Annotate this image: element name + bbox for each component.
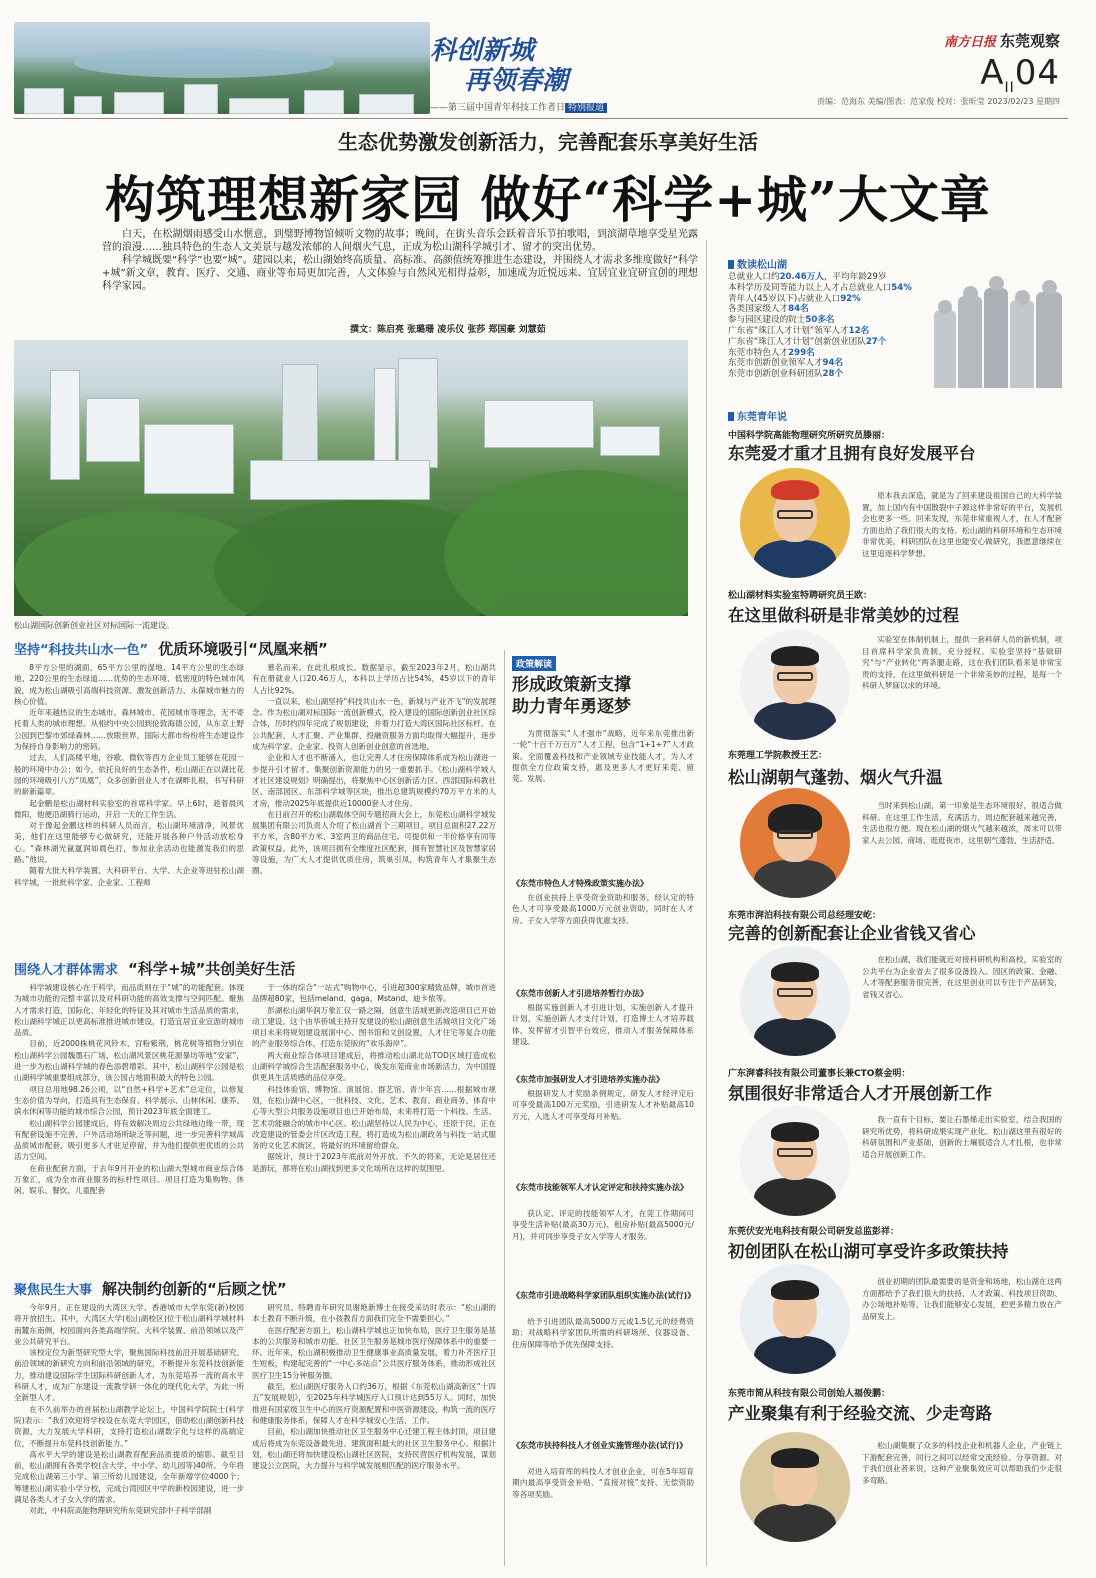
- editor-credits: 责编：范海东 美编/图表：范家俊 校对：张昕莹 2023/02/23 星期四: [817, 97, 1060, 106]
- section-brand: 东莞观察: [999, 32, 1060, 50]
- speaker-bio: 我一直有个目标，要让石墨烯走出实验室，结合我国的研究所优势，将科研成果实现产业化。松山湖这里有很好的科研氛围和产业基础，创新的土壤很适合人才扎根，也非常适合开展创新工作。: [862, 1115, 1062, 1159]
- speaker-bio: 原本我去深造，就是为了回来建设祖国自己的大科学装置，加上国内有中国散裂中子源这样非常好的平台，发展机会也更多一些。回来发现，东莞非常重视人才，在人才配套方面也给了我们很大的支持。松山湖的科研环境和生态环境非常优美，科研团队在这里也能安心做研究，我愿意继续在这里追逐科学梦想。: [862, 491, 1062, 558]
- lead-paragraph: 白天，在松湖烟雨感受山水惬意，到璧野博物馆倾听文物的故事；晚间，在街头音乐会跃着音乐节拍歌唱，到滨湖草地享受星光露营的浪漫……独具特色的生态人文美景与越发浓郁的人间烟火气息，正成为松山湖科学城引才、留才的突出优势。 科学城既要“科学”也要“城”。建园以来，松山湖始终高质量、高标准、高颜值统筹推进生态建设，并围绕人才需求多维度做好“科学+城”新文章，教育、医疗、交通、商业等布局更加完善，人文体验与自然风光相得益彰，加速成为近悦远来、宜居宜业宜研宜创的理想科学家园。: [102, 229, 698, 292]
- stat-row: 东莞市创新创业科研团队28个: [728, 369, 844, 380]
- avatar: [740, 1432, 850, 1542]
- stat-row: 青年人(45岁以下)占就业人口92%: [728, 293, 861, 304]
- banner-title-line1: 科创新城: [430, 36, 535, 66]
- policy-item-text: 根据实施创新人才引进计划，实施创新人才提升计划，实施创新人才支付计划，打造博士人才培养载体，发挥留才引智平台效应，推动人才服务保障体系建设。: [512, 1003, 694, 1046]
- speaker-name: 东莞市简从科技有限公司创始人福俊鹏：: [728, 1389, 891, 1399]
- avatar: [740, 946, 850, 1056]
- stat-row: 东莞市创新创业领军人才94名: [728, 358, 844, 369]
- stats-list: [728, 272, 912, 380]
- masthead: [944, 30, 1060, 96]
- avatar: [740, 630, 850, 740]
- photo-caption: 松山湖国际创新创业社区对标国际一流建设。: [14, 621, 174, 630]
- speaker-name: 东莞理工学院教授王艺：: [728, 751, 828, 761]
- youth-label: 东莞青年说: [728, 408, 787, 423]
- section2-col2: 于一体的综合“一站式”购物中心，引进超300家精致品牌，城市首进品牌超80家，包括meland、gaga、Mstand、迪卡侬等。 彭湖松山湖华润万象汇仅一路之隔，创意生活城更新改造项目已开始动工建设。这个由华侨城主持开发建设的松山湖创意生活城项目文化广场项目未来将规划建设展演中心、图书馆和文创设置，人才住宅等复合功能的产业服务综合体，打造东莞版的“欢乐海岸”。 两大商业综合体项目建成后，将推动松山湖北站TOD区域打造成松山湖科学城综合生活配套服务中心，焕发东莞商业市场新活力，为中国提供更具生活质感的品位享受。 科技体验馆、博物馆、演展馆、群艺馆、青少年宫……根据城市规划，在松山湖中心区，一批科技、文化、艺术、教育、商业商务、体育中心等大型公共服务设施项目也已开始布局，未来将打造一个科技、生活、艺术功能融合的城市中心区。松山湖坚持以人民为中心，还原于民，正在改造建设的管委会片区改造工程，将打造成为松山湖政务与科技一站式服务的文化艺术街区，将最好的环境留给群众。 据统计，预计于2023年底前对外开放。不久的将来，无论是居住还是游玩，都将在松山湖找到更多文化场所在这样的氛围里。: [252, 983, 496, 1173]
- policy-title: 形成政策新支撑 助力青年勇逐梦: [512, 675, 631, 717]
- column-divider: [706, 240, 707, 1566]
- speaker-bio: 创业初期的团队最需要的是资金和场地，松山湖在这两方面都给予了我们很大的扶持，人才政策、科技项目资助、办公场地补贴等，让我们能够安心发展，把更多精力放在产品研发上。: [862, 1277, 1062, 1321]
- stat-row: 东莞市特色人才299名: [728, 347, 815, 358]
- speaker-quote: 产业聚集有利于经验交流、少走弯路: [728, 1404, 992, 1423]
- section3-col1: 今年9月，正在建设的大湾区大学、香港城市大学东莞(新)校园将开放招生。其中，大湾区大学(松山湖校区)位于松山湖科学城材料南麓东南侧，校园面向各类高端学院、大科学装置、前沿领域以及产业公共研究平台。 该校定位为新型研究型大学，聚焦国际科技前沿开展基础研究、前沿领域的新研究方向和前沿领域的研究，不断提升东莞科技创新能力，推动建设国际学生国际科研创新人才，为东莞培养一流的高水平科研人才，成为广东建设一流教学研一体化的现代化大学，为此一所全新型人才。 在不久前举办的首届松山湖教学论坛上，中国科学院院士(科学院)表示：“我们欢迎将学校设在东莞大学园区，借助松山湖创新科技资源，大力发展大学科研，支持打造松山湖数字化与这样的高端定位，不断提升东莞科技创新能力。” 高水平大学的建设是松山湖教育配套品质提质的缩影。截至目前，松山湖拥有各类学校(含大学、中小学、幼儿园等)40所。今年将完成松山湖第三小学、第三所幼儿园建设，全年新增学位4000个；筹建松山湖实验小学分校，完成台湾园区中学的新校园建设，进一步满足各类人才子女入学的需求。 对此，中科院高能物理研究所东莞研究部中子科学部副: [14, 1303, 244, 1516]
- banner-tag: ——第三届中国青年科技工作者日 特别报道: [430, 100, 607, 113]
- speaker-quote: 松山湖朝气蓬勃、烟火气升温: [728, 768, 943, 787]
- speaker-quote: 东莞爱才重才且拥有良好发展平台: [728, 444, 976, 463]
- avatar: [740, 1264, 850, 1374]
- avatar: [740, 1106, 850, 1216]
- section-heading-1: 坚持“科技共山水一色” 优质环境吸引“凤凰来栖”: [14, 640, 328, 658]
- page-number: $A_{II}04$: [980, 53, 1060, 96]
- policy-item-title: 《东莞市特色人才特殊政策实施办法》: [512, 879, 648, 888]
- section1-col1: 8平方公里的湖面、65平方公里的湿地、14平方公里的生态绿地、220公里的生态绿道……优势的生态环境、低密度的特色城市风貌，成为松山湖吸引高端科技资源、激发创新活力、永葆城市魅力的核心价值。 近年来越热议的生态城市、森林城市、花园城市等理念，无不寄托着人类的城市理想。从相约中央公园到伦敦海德公园，从东京上野公园到巴黎市郊绿森林……放眼世界，国际大都市纷纷将生态建设作为保持自身影响力的密码。 过去，人们高楼平地，谷歌、微软等西方企业员工能够在花园一般的环境中办公；如今，依托良好的生态条件，松山湖正在以湖比花园的环境吸引八方“凤凰”，众多创新创业人才在湖畔扎根，书写科研的崭新篇章。 起金鹏是松山湖材料实验室的首席科学家。早上6时，趁着晨风微阳，他便沿湖骑行运动，开启一天的工作生活。 对于像起金鹏这样的科研人员而言，松山湖环境清净，风景优美，他们在这里能够专心做研究，还能开展各种户外活动放松身心。“森林湖光氤氲润如晨色打，参加业余活动也能激发我们的思路。”他说。 随着大批大科学装置、大科研平台、大学、大企业等进驻松山湖科学城，一批批科学家、企业家、工程师: [14, 663, 244, 887]
- stat-row: 各类国家级人才84名: [728, 304, 809, 315]
- speaker-bio: 实验室在体制机制上，提供一套科研人员的新机制，项目首席科学家负责制，充分授权。实验室坚持“基础研究”与“产业转化”两条腿走路，这在我们团队看来是非常宝贵的支持，在这里做科研是一个非常美妙的过程，是每一个科研人梦寐以求的环境。: [862, 635, 1062, 690]
- policy-item-title: 《东莞市引进战略科学家团队组织实施办法(试行)》: [512, 1291, 696, 1300]
- policy-item-title: 《东莞市创新人才引进培养暂行办法》: [512, 989, 648, 998]
- stat-row: 参与园区建设的院士50多名: [728, 315, 835, 326]
- policy-label: 政策解读: [512, 656, 556, 671]
- stat-row: 广东省“珠江人才计划”领军人才12名: [728, 325, 870, 336]
- policy-item-title: 《东莞市扶持科技人才创业实施管理办法(试行)》: [512, 1441, 688, 1450]
- speaker-quote: 在这里做科研是非常美妙的过程: [728, 606, 959, 625]
- policy-item-text: 根据研发人才奖励条例规定，研发人才经评定后可享受最高100万元奖励，引进研发人才补贴最高10万元，入选人才可享受每月补贴。: [512, 1089, 694, 1121]
- speaker-name: 东莞市湃泊科技有限公司总经理安屹：: [728, 911, 882, 921]
- policy-item-text: 获认定、评定的技能领军人才，在莞工作期间可享受生活补贴(最高30万元)、租房补贴(最高5000元/月)，并可同步享受子女入学等人才服务。: [512, 1209, 694, 1241]
- avatar: [740, 468, 850, 578]
- policy-intro: 为贯彻落实“人才强市”战略，近年来东莞推出新一轮“十百千万百万”人才工程，包含“1+1+7”人才政策。全面覆盖科技和产业领域专业技能人才，为人才提供全方位政策支持，惠及更多人才更好来莞、留莞、发展。: [512, 729, 694, 784]
- section-heading-3: 聚焦民生大事 解决制约创新的“后顾之忧”: [14, 1280, 287, 1298]
- stats-label: 数读松山湖: [728, 256, 787, 271]
- speaker-bio: 松山湖集聚了众多的科技企业和机器人企业，产业链上下游配套完善，同行之间可以经常交流经验、分享资源。对于我们创业者来说，这种产业聚集效应可以帮助我们少走很多弯路。: [862, 1441, 1062, 1485]
- policy-item-title: 《东莞市加强研发人才引进培养实施办法》: [512, 1075, 664, 1084]
- speaker-quote: 初创团队在松山湖可享受许多政策扶持: [728, 1242, 1009, 1261]
- policy-item-text: 在创业扶持上享受资金资助和服务，经认定的特色人才可享受最高1000万元创业资助，同时在人才房、子女入学等方面获得优惠支持。: [512, 893, 694, 925]
- policy-item-text: 给予引进团队最高5000万元或1.5亿元的经费资助；对战略科学家团队所需的科研场所、仪器设备、住房保障等给予优先保障支持。: [512, 1317, 694, 1349]
- section1-col2: 慕名而来。在此扎根成长。数据显示，截至2023年2月，松山湖共有在册就业人口20.46万人，本科以上学历占比54%，45岁以下的青年人占比92%。 一直以来，松山湖坚持“科技共山水一色，新城与产业齐飞”的发展理念。作为松山湖对标国际一流创新模式，投入建设的国际创新创业社区综合体，历时约四年完成了规划建设，并着力打造大湾区国际社区标杆。在公共配套、人才汇聚、产业集群、投融资服务方面均取得大幅提升，逐步成为科学家、企业家、投资人创新创业创意的首选地。 企业和人才也不断涌入，也让完善人才住房保障体系成为松山湖进一步提升引才留才、集聚创新资源能力的另一重要抓手。《松山湖科学城人才社区建设规划》明确提出，将聚焦中心区创新活力区、西部国际科教社区、南部园区、东部科学城等区块，推出总建筑规模约70万平方米的人才房，推动2025年底提供近10000套人才住房。 在日前召开的松山湖载体空间专题招商大会上，东莞松山湖科学城发展集团有限公司负责人介绍了松山湖首个三期项目，项目总面积27.22万平方米，含80平方米、3室两卫的商品住宅。可提供和一半价格享有同等政策权益。此外，该项目拥有全维度社区配套，拥有智慧社区及智慧家居等设施，为广大人才提供优质住房，筑巢引凤，构筑青年人才集聚生态圈。: [252, 663, 496, 876]
- speaker-quote: 氛围很好非常适合人才开展创新工作: [728, 1084, 992, 1103]
- column-divider: [504, 650, 505, 1566]
- banner-title-line2: 再领春潮: [464, 66, 569, 96]
- speaker-bio: 在松山湖，我们能就近对接科研机构和高校，实验室的公共平台为企业省去了很多设备投入。园区的政策、金融、人才等配套服务很完善，在这里创业可以专注于产品研发，省钱又省心。: [862, 955, 1062, 999]
- speaker-name: 广东湃睿科技有限公司董事长兼CTO蔡金明：: [728, 1069, 911, 1079]
- byline: 撰文：陈启亮 张璐珊 凌乐仪 张莎 郑国豪 刘慧茹: [350, 325, 546, 335]
- avatar: [740, 788, 850, 898]
- main-photo: [14, 340, 688, 616]
- speaker-name: 东莞伏安光电科技有限公司研发总监彭祥：: [728, 1227, 900, 1237]
- speaker-bio: 当时来到松山湖，第一印象是生态环境很好，很适合做科研。在这里工作生活，充满活力，周边配套越来越完善，生活也很方便。现在松山湖的烟火气越来越浓，周末可以带家人去公园、商场、逛逛夜市，这里朝气蓬勃、生活舒适。: [862, 801, 1062, 845]
- stat-row: 广东省“珠江人才计划”创新创业团队27个: [728, 336, 887, 347]
- header-rule: [14, 118, 1068, 119]
- speaker-quote: 完善的创新配套让企业省钱又省心: [728, 924, 976, 943]
- policy-item-text: 对进入培育库的科技人才创业企业，可在5年培育期内最高享受资金补贴、“直接对接”支持、无偿资助等各项奖励。: [512, 1467, 694, 1499]
- stat-row: 总就业人口约20.46万人，平均年龄29岁: [728, 272, 887, 282]
- speaker-name: 松山湖材料实验室特聘研究员王欧：: [728, 591, 873, 601]
- newspaper-logo: 南方日报: [943, 35, 996, 50]
- section2-col1: 科学城建设核心在于科学，而品质则在于“城”的功能配套。体现为城市功能的完整丰富以及对科研功能的高效支撑与空间匹配。聚焦人才需求打造，国际化、年轻化的特征及其对城市生活品质的需求，松山湖科学城正以更高标准推进城市建设，打造宜居宜业宜游的城市品质。 目前，近2000株桃花风铃木、宫粉紫荆，桃花树等植物分别在松山湖科学公园魏墨石广场、松山湖风景区桃花源暴坊等地“安家”，进一步为松山湖科学城的春色添碧增彩。其中，松山湖科学公园是松山湖科学城重要组成部分，该公园占地面积最大的特色公园。 项目总用地98.26公顷，以“自然+科学+艺术”总定位，以修复生态价值为导向，打造具有生态保育、科学展示、山林休闲、康养、滨水休闲等功能的城市综合公园，预计2023年底全面建工。 松山湖科学公园建成后，将有效解决周边公共绿地边缘一带，现有配套设施不完善，户外活动场所缺乏等问题，进一步完善科学城高品质城市配套，吸引更多人才驻足停留，并为他们提供更优质的公共活力空间。 在商业配套方面，于去年9月开业的松山湖大型城市商业综合体万象汇，成为全市商业服务的标杆性项目。项目打造为集购物、休闲、娱乐、餐饮、儿童配套: [14, 983, 244, 1196]
- section-heading-2: 围绕人才群体需求 “科学+城”共创美好生活: [14, 960, 296, 978]
- banner-photo: [14, 22, 430, 114]
- policy-item-title: 《东莞市技能领军人才认定评定和扶持实施办法》: [512, 1183, 688, 1192]
- speaker-name: 中国科学院高能物理研究所研究员滕丽：: [728, 431, 891, 441]
- section3-col2: 研究员、特聘青年研究员谢艳新博士在接受采访时表示：“松山湖的本土教育不断升级，在小孩教育方面我们完全不需要担心。” 在医疗配套方面上，松山湖科学城也正加快布局，医疗卫生服务是基本的公共服务和城市功能。社区卫生服务是城市医疗保障体系中的重要一环。近年来，松山湖积极推动卫生健康事业高质量发展，着力补齐医疗卫生短板，构建起完善的“一中心多站点”公共医疗服务体系，推动形成社区医疗卫生15分钟服务圈。 截至，松山湖医疗服务人口约36万，根据《东莞松山湖高新区“十四五”发展规划》，至2025年科学城医疗人口预计达到55万人。同时，加快推进有国家级卫生中心的医疗资源配置和中医资源建设，构筑一流的医疗和健康服务体系，保障人才在科学城安心生活、工作。 目前，松山湖加快推动社区卫生服务中心迁建工程主体封顶，项目建成后将成为东莞设备最先进、建筑面积最大的社区卫生服务中心。根据计划，松山湖还将加快建设松山湖社区医院，支持民营医疗机构发展，谋划建设公立医院，大力提升与科学城发展相匹配的医疗服务水平。: [252, 1303, 496, 1471]
- subheadline: 生态优势激发创新活力，完善配套乐享美好生活: [338, 130, 758, 154]
- crowd-illustration: [930, 270, 1066, 388]
- stat-row: 本科学历及同等能力以上人才占总就业人口54%: [728, 282, 912, 293]
- headline: 构筑理想新家园 做好“科学+城”大文章: [105, 170, 991, 229]
